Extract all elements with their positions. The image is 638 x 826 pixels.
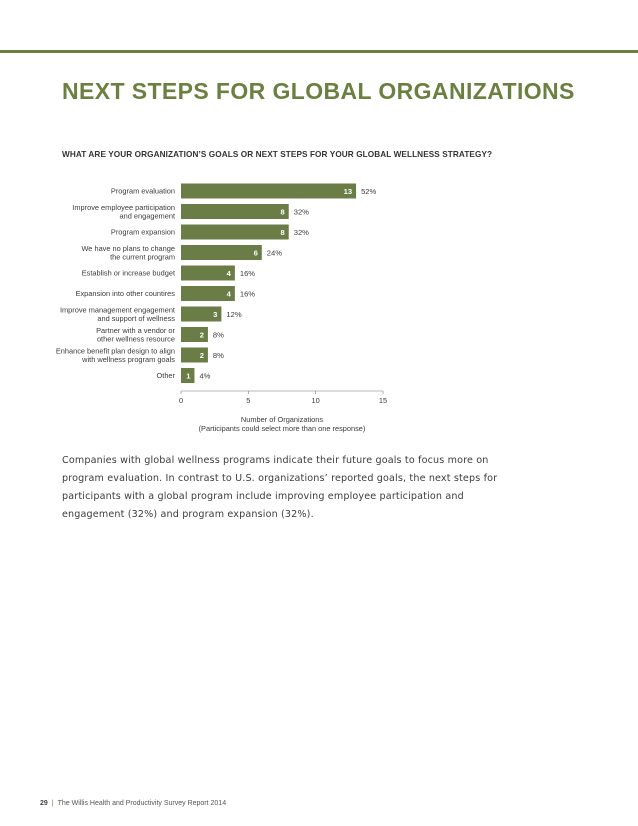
report-title: The Willis Health and Productivity Survey Report 2014 <box>57 800 227 807</box>
bar-value-label: 2 <box>199 350 204 360</box>
page-number: 29 <box>40 800 48 807</box>
footer <box>40 800 226 807</box>
category-label: Improve management engagement <box>59 305 175 315</box>
percent-label: 4% <box>199 371 211 381</box>
top-rule <box>0 50 638 53</box>
category-label: and engagement <box>119 211 175 221</box>
x-axis-ticks <box>179 391 387 405</box>
bar-value-label: 6 <box>253 248 258 258</box>
category-label: Enhance benefit plan design to align <box>55 346 175 356</box>
bar <box>181 204 289 219</box>
bar-chart <box>0 170 638 440</box>
bar <box>181 245 262 260</box>
percent-label: 16% <box>239 268 256 278</box>
category-label: Expansion into other countires <box>75 289 175 299</box>
footer-separator: | <box>51 800 54 807</box>
bar <box>181 225 289 240</box>
category-label: Other <box>156 371 175 381</box>
category-label: We have no plans to change <box>81 243 175 253</box>
x-tick-label: 10 <box>311 396 320 405</box>
category-label: Program evaluation <box>110 186 175 196</box>
x-axis-subtitle: (Participants could select more than one response) <box>198 424 366 433</box>
percent-label: 8% <box>212 330 224 340</box>
percent-label: 32% <box>293 227 309 237</box>
bar-value-label: 8 <box>280 227 285 237</box>
bar-value-label: 2 <box>199 330 204 340</box>
category-label: and support of wellness <box>97 313 175 323</box>
bar-value-label: 13 <box>343 186 353 196</box>
x-axis-title: Number of Organizations <box>240 415 324 424</box>
bar-value-label: 8 <box>280 207 285 217</box>
x-tick-label: 5 <box>246 396 251 405</box>
percent-label: 52% <box>361 186 377 196</box>
category-label: Partner with a vendor or <box>96 325 175 335</box>
x-tick-label: 15 <box>378 396 388 405</box>
category-label: Program expansion <box>110 227 175 237</box>
category-label: Establish or increase budget <box>81 268 175 278</box>
bar <box>181 184 356 199</box>
x-tick-label: 0 <box>178 396 184 405</box>
survey-question: WHAT ARE YOUR ORGANIZATION’S GOALS OR NEXT STEPS FOR YOUR GLOBAL WELLNESS STRATEGY? <box>62 150 493 159</box>
category-label: with wellness program goals <box>82 354 175 364</box>
percent-label: 8% <box>212 350 224 360</box>
bar-value-label: 4 <box>226 268 231 278</box>
bar-value-label: 3 <box>213 309 218 319</box>
category-label: the current program <box>110 252 175 262</box>
body-paragraph: Companies with global wellness programs indicate their future goals to focus more on program evaluation. In contrast to U.S. organizations’ reported goals, the next steps for participants with a global program include improving employee participation and engagement (32%) and program expansion (32%). <box>62 455 498 520</box>
bar-value-label: 4 <box>226 289 231 299</box>
percent-label: 16% <box>239 289 256 299</box>
percent-label: 24% <box>266 248 283 258</box>
bars <box>181 184 356 384</box>
bar-value-label: 1 <box>186 371 191 381</box>
page-title: NEXT STEPS FOR GLOBAL ORGANIZATIONS <box>62 78 575 104</box>
percent-label: 12% <box>226 309 242 319</box>
category-labels <box>56 187 176 381</box>
category-label: Improve employee participation <box>72 202 175 212</box>
percent-label: 32% <box>293 207 309 217</box>
category-label: other wellness resource <box>96 334 175 344</box>
